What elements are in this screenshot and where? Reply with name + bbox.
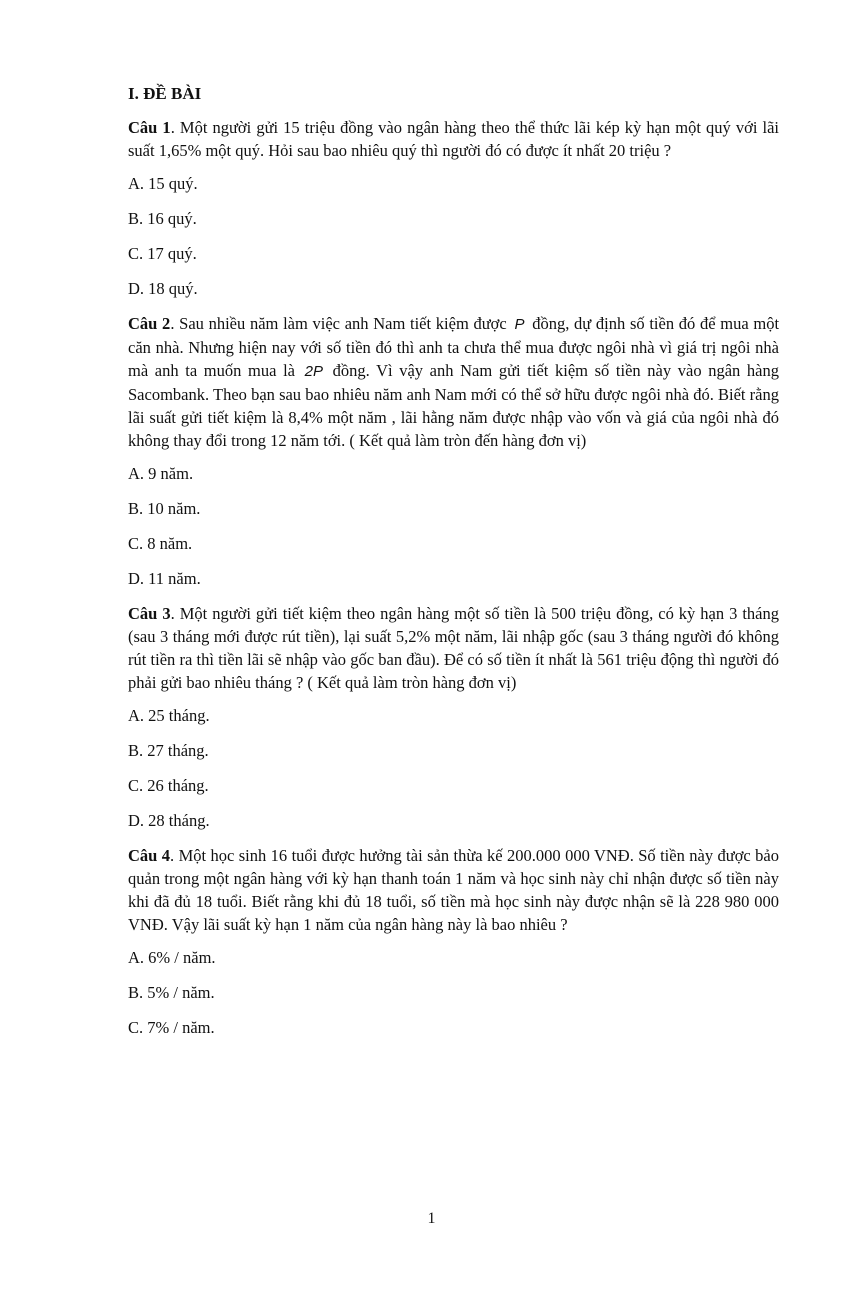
question-2: [128, 312, 779, 452]
question-2-option-a: A. 9 năm.: [128, 464, 194, 483]
document-page: [128, 82, 779, 1051]
question-2-text-part2: đồng, dự định số tiền đó để mua một căn nhà. Nhưng hiện nay với số tiền đó thì anh ta chưa thể mua được ngôi nhà vì giá trị ngôi nhà mà anh ta muốn mua là: [128, 314, 780, 380]
question-2-option-d: D. 11 năm.: [128, 569, 201, 588]
question-2-option-b: B. 10 năm.: [128, 499, 201, 518]
page-number: 1: [427, 1210, 436, 1227]
question-2-text-part1: . Sau nhiều năm làm việc anh Nam tiết kiệm được: [170, 314, 507, 333]
question-1: [128, 116, 779, 162]
question-3-text: . Một người gửi tiết kiệm theo ngân hàng một số tiền là 500 triệu đồng, có kỳ hạn 3 tháng (sau 3 tháng mới được rút tiền), lại suất 5,2% một năm, lãi nhập gốc (sau 3 tháng người đó không rút tiền ra thì tiền lãi sẽ nhập vào gốc ban đầu). Để có số tiền ít nhất là 561 triệu động thì người đó phải gửi bao nhiêu tháng ? ( Kết quả làm tròn hàng đơn vị): [128, 604, 779, 692]
question-3-option-b: B. 27 tháng.: [128, 741, 209, 760]
question-1-option-d: D. 18 quý.: [128, 279, 198, 298]
question-3-option-a: A. 25 tháng.: [128, 706, 210, 725]
question-1-option-a: A. 15 quý.: [128, 174, 198, 193]
section-heading: I. ĐỀ BÀI: [128, 84, 202, 103]
question-2-text-part3: đồng. Vì vậy anh Nam gửi tiết kiệm số tiền này vào ngân hàng Sacombank. Theo bạn sau bao nhiêu năm anh Nam mới có thể sở hữu được ngôi nhà đó. Biết rằng lãi suất gửi tiết kiệm là 8,4% một năm , lãi hằng năm được nhập vào vốn và giá của ngôi nhà đó không thay đổi trong 12 năm tới. ( Kết quả làm tròn đến hàng đơn vị): [128, 361, 780, 450]
math-variable-2p: 2P: [304, 363, 323, 380]
question-2-label: Câu 2: [128, 314, 171, 333]
question-4-label: Câu 4: [128, 846, 171, 865]
question-4-option-b: B. 5% / năm.: [128, 983, 215, 1002]
question-4: [128, 844, 779, 936]
question-1-label: Câu 1: [128, 118, 171, 137]
math-variable-p: P: [514, 316, 525, 333]
question-2-option-c: C. 8 năm.: [128, 534, 193, 553]
question-3-option-c: C. 26 tháng.: [128, 776, 209, 795]
question-4-text: . Một học sinh 16 tuổi được hưởng tài sản thừa kế 200.000 000 VNĐ. Số tiền này được bảo quản trong một ngân hàng với kỳ hạn thanh toán 1 năm và học sinh này chỉ nhận được số tiền này khi đã đủ 18 tuổi. Biết rằng khi đủ 18 tuổi, số tiền mà học sinh này được nhận sẽ là 228 980 000 VNĐ. Vậy lãi suất kỳ hạn 1 năm của ngân hàng này là bao nhiêu ?: [128, 846, 779, 934]
question-1-text: . Một người gửi 15 triệu đồng vào ngân hàng theo thể thức lãi kép kỳ hạn một quý với lãi suất 1,65% một quý. Hỏi sau bao nhiêu quý thì người đó có được ít nhất 20 triệu ?: [128, 118, 779, 160]
question-3-option-d: D. 28 tháng.: [128, 811, 210, 830]
question-1-option-b: B. 16 quý.: [128, 209, 197, 228]
question-1-option-c: C. 17 quý.: [128, 244, 197, 263]
question-4-option-a: A. 6% / năm.: [128, 948, 216, 967]
question-3-label: Câu 3: [128, 604, 171, 623]
question-4-option-c: C. 7% / năm.: [128, 1018, 215, 1037]
question-3: [128, 602, 779, 694]
